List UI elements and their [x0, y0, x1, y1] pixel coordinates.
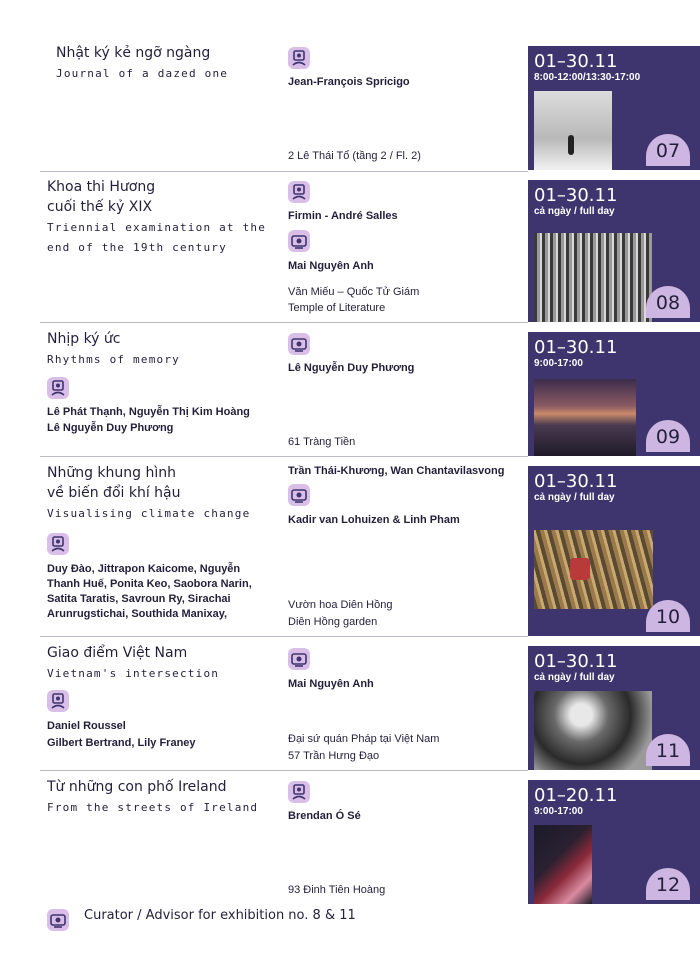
- date-range: 01–20.11: [534, 785, 618, 806]
- title-vi: Những khung hình: [47, 465, 177, 481]
- date-range: 01–30.11: [534, 471, 618, 492]
- photographer-names: Lê Phát Thạnh, Nguyễn Thị Kim Hoàng: [47, 406, 250, 418]
- curator-names: Mai Nguyên Anh: [288, 260, 374, 272]
- photographer-names: Duy Đào, Jittrapon Kaicome, Nguyễn: [47, 563, 241, 575]
- photographer-names: Firmin - André Salles: [288, 210, 398, 222]
- venue-address: Vườn hoa Diên Hồng: [288, 599, 393, 611]
- date-range: 01–30.11: [534, 651, 618, 672]
- photographer-names: Gilbert Bertrand, Lily Franey: [47, 737, 196, 749]
- photographer-names: Lê Nguyễn Duy Phương: [47, 422, 174, 434]
- exhibition-photo: [534, 691, 652, 770]
- title-vi: về biến đổi khí hậu: [47, 485, 181, 501]
- date-panel: [528, 466, 700, 636]
- exhibition-number: 09: [646, 420, 690, 452]
- title-en: Visualising climate change: [47, 507, 251, 520]
- date-range: 01–30.11: [534, 185, 618, 206]
- venue-address-2: 57 Trần Hưng Đạo: [288, 750, 380, 762]
- venue-address: 61 Tràng Tiền: [288, 436, 356, 448]
- photographer-names: Arunrugstichai, Southida Manixay,: [47, 608, 228, 620]
- title-vi: Giao điểm Việt Nam: [47, 645, 188, 661]
- opening-hours: 9:00-17:00: [534, 358, 583, 369]
- venue-address: 2 Lê Thái Tổ (tầng 2 / Fl. 2): [288, 150, 421, 162]
- date-panel: [528, 646, 700, 770]
- curator-icon: [288, 230, 310, 252]
- divider: [40, 171, 528, 172]
- date-panel: [528, 332, 700, 456]
- exhibition-number: 11: [646, 734, 690, 766]
- venue-address-en: Diên Hồng garden: [288, 616, 378, 628]
- photographer-names: Satita Taratis, Savroun Ry, Sirachai: [47, 593, 231, 605]
- title-vi: Khoa thi Hương: [47, 179, 156, 195]
- venue-address-en: Temple of Literature: [288, 302, 386, 314]
- title-en: Triennial examination at the: [47, 221, 267, 234]
- photographer-names: Thanh Huế, Ponita Keo, Saobora Narin,: [47, 578, 252, 590]
- exhibition-photo: [534, 530, 653, 609]
- photographer-icon: [288, 181, 310, 203]
- date-panel: [528, 180, 700, 322]
- photographer-names: Brendan Ó Sé: [288, 810, 361, 822]
- exhibition-photo: [534, 825, 592, 904]
- curator-names: Lê Nguyễn Duy Phương: [288, 362, 415, 374]
- divider: [40, 322, 528, 323]
- title-vi: Nhịp ký ức: [47, 331, 121, 347]
- opening-hours: cả ngày / full day: [534, 492, 615, 503]
- exhibition-number: 12: [646, 868, 690, 900]
- curator-names: Kadir van Lohuizen & Linh Pham: [288, 514, 460, 526]
- date-panel: [528, 780, 700, 904]
- photographer-names: Jean-François Spricigo: [288, 76, 410, 88]
- exhibition-photo: [534, 91, 612, 170]
- exhibition-photo: [534, 379, 636, 456]
- opening-hours: cả ngày / full day: [534, 206, 615, 217]
- opening-hours: cả ngày / full day: [534, 672, 615, 683]
- title-vi: Từ những con phố Ireland: [47, 779, 227, 795]
- curator-names: Mai Nguyên Anh: [288, 678, 374, 690]
- photographer-names: Trần Thái-Khương, Wan Chantavilasvong: [288, 465, 505, 477]
- title-en: From the streets of Ireland: [47, 801, 259, 814]
- title-en: Rhythms of memory: [47, 353, 180, 366]
- venue-address: Văn Miếu – Quốc Tử Giám: [288, 286, 420, 298]
- title-en: end of the 19th century: [47, 241, 227, 254]
- title-vi: cuối thế kỷ XIX: [47, 199, 153, 215]
- title-vi: Nhật ký kẻ ngỡ ngàng: [56, 45, 211, 61]
- exhibition-number: 07: [646, 134, 690, 166]
- curator-icon: [288, 484, 310, 506]
- date-panel: [528, 46, 700, 170]
- divider: [40, 770, 528, 771]
- exhibition-photo: [534, 233, 652, 322]
- photographer-icon: [47, 533, 69, 555]
- venue-address: 93 Đinh Tiên Hoàng: [288, 884, 386, 896]
- exhibition-number: 08: [646, 286, 690, 318]
- title-en: Vietnam's intersection: [47, 667, 220, 680]
- divider: [40, 456, 528, 457]
- divider: [40, 636, 528, 637]
- photographer-icon: [47, 377, 69, 399]
- venue-address: Đại sứ quán Pháp tại Việt Nam: [288, 733, 440, 745]
- legend-text: Curator / Advisor for exhibition no. 8 & 11: [84, 908, 356, 923]
- curator-icon: [288, 333, 310, 355]
- curator-icon: [47, 909, 69, 931]
- opening-hours: 9:00-17:00: [534, 806, 583, 817]
- title-en: Journal of a dazed one: [56, 67, 229, 80]
- curator-icon: [288, 648, 310, 670]
- photographer-icon: [47, 690, 69, 712]
- photographer-icon: [288, 781, 310, 803]
- photographer-icon: [288, 47, 310, 69]
- date-range: 01–30.11: [534, 51, 618, 72]
- opening-hours: 8:00-12:00/13:30-17:00: [534, 72, 641, 83]
- exhibition-number: 10: [646, 600, 690, 632]
- photographer-names: Daniel Roussel: [47, 720, 126, 732]
- date-range: 01–30.11: [534, 337, 618, 358]
